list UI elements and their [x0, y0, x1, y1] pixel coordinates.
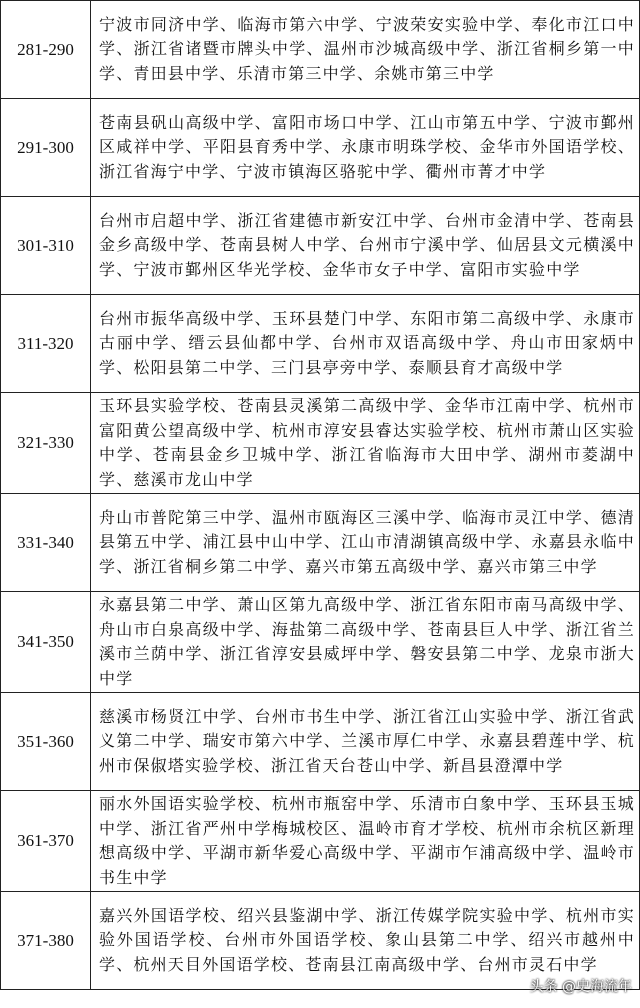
table-row [1, 295, 640, 393]
rank-range: 351-360 [1, 693, 91, 791]
table-row [1, 197, 640, 295]
table-row [1, 892, 640, 990]
rank-range: 341-350 [1, 592, 91, 693]
rank-range: 291-300 [1, 99, 91, 197]
table-row [1, 1, 640, 99]
school-list: 苍南县矾山高级中学、富阳市场口中学、江山市第五中学、宁波市鄞州区咸祥中学、平阳县育秀中学、永康市明珠学校、金华市外国语学校、浙江省海宁中学、宁波市镇海区骆驼中学、衢州市菁才中学 [91, 99, 640, 197]
table-row [1, 99, 640, 197]
school-list: 嘉兴外国语学校、绍兴县鉴湖中学、浙江传媒学院实验中学、杭州市实验外国语学校、台州市外国语学校、象山县第二中学、绍兴市越州中学、杭州天目外国语学校、苍南县江南高级中学、台州市灵石中学 [91, 892, 640, 990]
school-list: 台州市振华高级中学、玉环县楚门中学、东阳市第二高级中学、永康市古丽中学、缙云县仙都中学、台州市双语高级中学、舟山市田家炳中学、松阳县第二中学、三门县亭旁中学、泰顺县育才高级中学 [91, 295, 640, 393]
rank-range: 331-340 [1, 494, 91, 592]
rank-range: 281-290 [1, 1, 91, 99]
school-list: 玉环县实验学校、苍南县灵溪第二高级中学、金华市江南中学、杭州市富阳黄公望高级中学、杭州市淳安县睿达实验学校、杭州市萧山区实验中学、苍南县金乡卫城中学、浙江省临海市大田中学、湖州市菱湖中学、慈溪市龙山中学 [91, 393, 640, 494]
school-list: 舟山市普陀第三中学、温州市瓯海区三溪中学、临海市灵江中学、德清县第五中学、浦江县中山中学、江山市清湖镇高级中学、永嘉县永临中学、浙江省桐乡第二中学、嘉兴市第五高级中学、嘉兴市第三中学 [91, 494, 640, 592]
table-row [1, 393, 640, 494]
source-watermark: 头条 @史海流年 [529, 979, 632, 995]
table-row [1, 693, 640, 791]
rank-range: 371-380 [1, 892, 91, 990]
rank-range: 301-310 [1, 197, 91, 295]
table-row [1, 592, 640, 693]
school-list: 慈溪市杨贤江中学、台州市书生中学、浙江省江山实验中学、浙江省武义第二中学、瑞安市第六中学、兰溪市厚仁中学、永嘉县碧莲中学、杭州市保俶塔实验学校、浙江省天台苍山中学、新昌县澄潭中学 [91, 693, 640, 791]
table-row [1, 791, 640, 892]
rank-range: 311-320 [1, 295, 91, 393]
school-list: 宁波市同济中学、临海市第六中学、宁波荣安实验中学、奉化市江口中学、浙江省诸暨市牌头中学、温州市沙城高级中学、浙江省桐乡第一中学、青田县中学、乐清市第三中学、余姚市第三中学 [91, 1, 640, 99]
school-list: 台州市启超中学、浙江省建德市新安江中学、台州市金清中学、苍南县金乡高级中学、苍南县树人中学、台州市宁溪中学、仙居县文元横溪中学、宁波市鄞州区华光学校、金华市女子中学、富阳市实验中学 [91, 197, 640, 295]
table-row [1, 494, 640, 592]
rank-range: 361-370 [1, 791, 91, 892]
rank-range: 321-330 [1, 393, 91, 494]
school-list: 永嘉县第二中学、萧山区第九高级中学、浙江省东阳市南马高级中学、舟山市白泉高级中学、海盐第二高级中学、苍南县巨人中学、浙江省兰溪市兰荫中学、浙江省淳安县威坪中学、磐安县第二中学、龙泉市浙大中学 [91, 592, 640, 693]
school-list: 丽水外国语实验学校、杭州市瓶窑中学、乐清市白象中学、玉环县玉城中学、浙江省严州中学梅城校区、温岭市育才学校、杭州市余杭区新理想高级中学、平湖市新华爱心高级中学、平湖市乍浦高级中学、温岭市书生中学 [91, 791, 640, 892]
